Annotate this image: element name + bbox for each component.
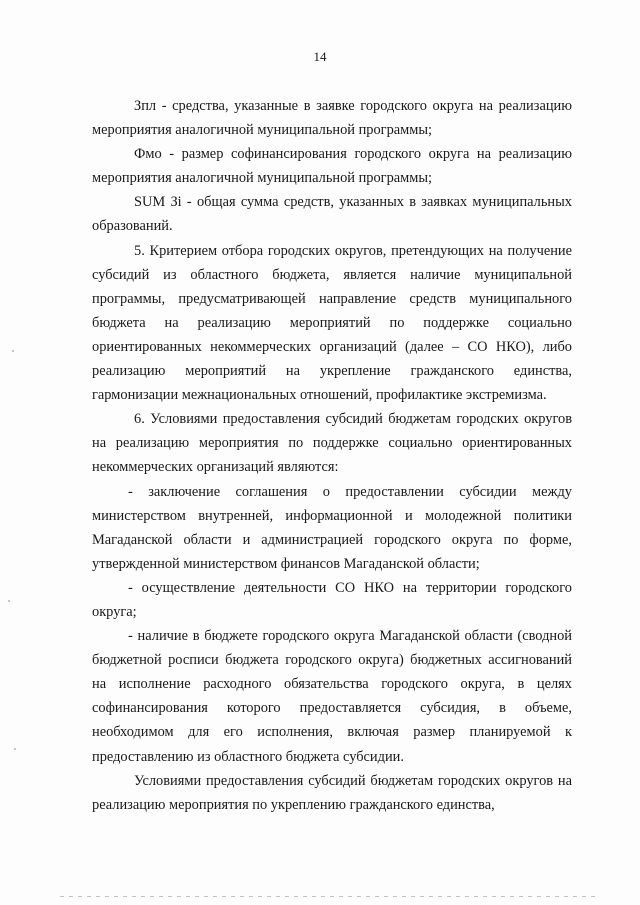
paragraph-civic-unity-conditions: Условиями предоставления субсидий бюджетам городских округов на реализацию мероприятия по укреплению гражданского единства,: [92, 772, 572, 813]
scan-speck: [12, 350, 14, 352]
scan-edge-line: [60, 896, 600, 897]
paragraph-zpl-definition: Зпл - средства, указанные в заявке городского округа на реализацию мероприятия аналогичной муниципальной программы;: [92, 98, 572, 139]
list-item-agreement: - заключение соглашения о предоставлении субсидии между министерством внутренней, информационной и молодежной политики Магаданской области и администрацией городского округа по форме, утвержденной министерством финансов Магаданской области;: [92, 483, 572, 572]
list-item-budget-allocation: - наличие в бюджете городского округа Магаданской области (сводной бюджетной росписи бюджета городского округа) бюджетных ассигнований на исполнение расходного обязательства городского округа, в целях софинансирования которого предоставляется субсидия, в объеме, необходимом для его исполнения, включая размер планируемой к предоставлению из областного бюджета субсидии.: [92, 628, 572, 765]
page-number: 14: [313, 49, 327, 64]
scan-speck: [14, 748, 16, 750]
scan-speck: [8, 600, 10, 602]
paragraph-fmo-definition: Фмо - размер софинансирования городского округа на реализацию мероприятия аналогичной муниципальной программы;: [92, 146, 572, 187]
paragraph-conditions-intro: 6. Условиями предоставления субсидий бюджетам городских округов на реализацию мероприятия по поддержке социально ориентированных некоммерческих организаций являются:: [92, 411, 572, 476]
document-body: [92, 94, 572, 817]
paragraph-sum-definition: SUM Зi - общая сумма средств, указанных в заявках муниципальных образований.: [92, 194, 572, 235]
paragraph-selection-criterion: 5. Критерием отбора городских округов, претендующих на получение субсидий из областного бюджета, является наличие муниципальной программы, предусматривающей направление средств муниципального бюджета на реализацию мероприятий по поддержке социально ориентированных некоммерческих организаций (далее – СО НКО), либо реализацию мероприятий на укрепление гражданского единства, гармонизации межнациональных отношений, профилактике экстремизма.: [92, 242, 572, 404]
list-item-activity: - осуществление деятельности СО НКО на территории городского округа;: [92, 579, 572, 620]
